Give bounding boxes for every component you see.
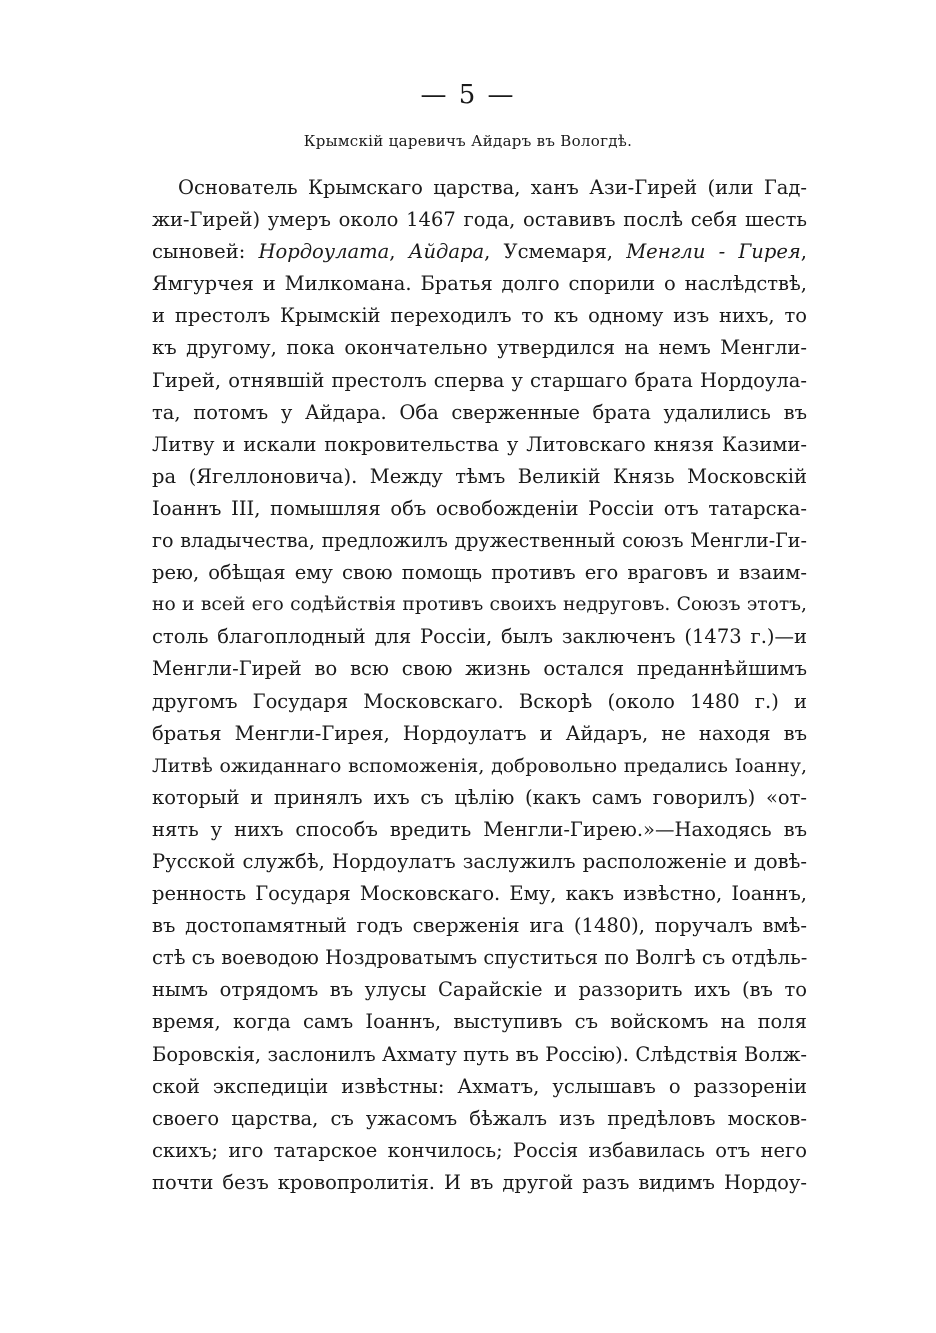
text-line: столь благоплодный для Россіи, былъ заключенъ (1473 г.)—и <box>152 625 807 649</box>
text-line: другомъ Государя Московскаго. Вскорѣ (около 1480 г.) и <box>152 689 807 713</box>
text-line: жи-Гирей) умеръ около 1467 года, оставивъ послѣ себя шесть <box>152 208 807 232</box>
text-line: ренность Государя Московскаго. Ему, какъ извѣстно, Іоаннъ, <box>152 882 807 906</box>
text-line: го владычества, предложилъ дружественный союзъ Менгли-Ги- <box>152 529 807 553</box>
text-line: который и принялъ ихъ съ цѣлію (какъ самъ говорилъ) «от- <box>152 785 807 809</box>
text-line: нымъ отрядомъ въ улусы Сарайскіе и раззорить ихъ (въ то <box>152 978 807 1002</box>
text-line: и престолъ Крымскій переходилъ то къ одному изъ нихъ, то <box>152 304 807 328</box>
text-line: Менгли-Гирей во всю свою жизнь остался преданнѣйшимъ <box>152 657 807 681</box>
text-line: Гирей, отнявшій престолъ сперва у старшаго брата Нордоула- <box>152 368 807 392</box>
text-line: Русской службѣ, Нордоулатъ заслужилъ расположеніе и довѣ- <box>152 849 807 873</box>
text-line: въ достопамятный годъ сверженія ига (1480), поручалъ вмѣ- <box>152 914 807 938</box>
text-line: Основатель Крымскаго царства, ханъ Ази-Гирей (или Гад- <box>178 176 807 199</box>
text-line: стѣ съ воеводою Ноздроватымъ спуститься по Волгѣ съ отдѣль- <box>152 946 808 970</box>
running-head: Крымскій царевичъ Айдаръ въ Вологдѣ. <box>303 132 633 150</box>
text-line: нять у нихъ способъ вредить Менгли-Гирею.»—Находясь въ <box>152 817 807 841</box>
body-text <box>152 172 807 1199</box>
page-number: — 5 — <box>420 80 516 110</box>
text-line: братья Менгли-Гирея, Нордоулатъ и Айдаръ, не находя въ <box>152 721 807 745</box>
text-line: ской экспедиціи извѣстны: Ахматъ, услышавъ о раззореніи <box>152 1074 807 1098</box>
text-line: но и всей его содѣйствія противъ своихъ недруговъ. Союзъ этотъ, <box>152 594 807 616</box>
text-line: Боровскія, заслонилъ Ахмату путь въ Россію). Слѣдствія Волж- <box>152 1042 807 1066</box>
text-line: Ямгурчея и Милкомана. Братья долго спорили о наслѣдствѣ, <box>152 272 807 296</box>
text-line: Литву и искали покровительства у Литовскаго князя Казими- <box>152 432 807 456</box>
text-line: своего царства, съ ужасомъ бѣжалъ изъ предѣловъ москов- <box>152 1106 807 1130</box>
text-line-with-italics: сыновей: Нордоулата, Айдара, Усмемаря, Менгли - Гирея, <box>152 240 807 264</box>
text-line: ра (Ягеллоновича). Между тѣмъ Великій Князь Московскій <box>152 464 807 488</box>
text-line: скихъ; иго татарское кончилось; Россія избавилась отъ него <box>152 1138 807 1162</box>
text-line: къ другому, пока окончательно утвердился на немъ Менгли- <box>152 336 807 360</box>
text-line: Литвѣ ожиданнаго вспоможенія, добровольно предались Іоанну, <box>152 754 807 777</box>
text-line: время, когда самъ Іоаннъ, выступивъ съ войскомъ на поля <box>152 1010 807 1034</box>
text-line: та, потомъ у Айдара. Оба сверженные брата удалились въ <box>152 400 807 424</box>
text-line: рею, обѣщая ему свою помощь противъ его враговъ и взаим- <box>152 561 807 585</box>
text-line: Іоаннъ III, помышляя объ освобожденіи Россіи отъ татарска- <box>152 496 807 520</box>
text-line: почти безъ кровопролитія. И въ другой разъ видимъ Нордоу- <box>152 1170 807 1194</box>
